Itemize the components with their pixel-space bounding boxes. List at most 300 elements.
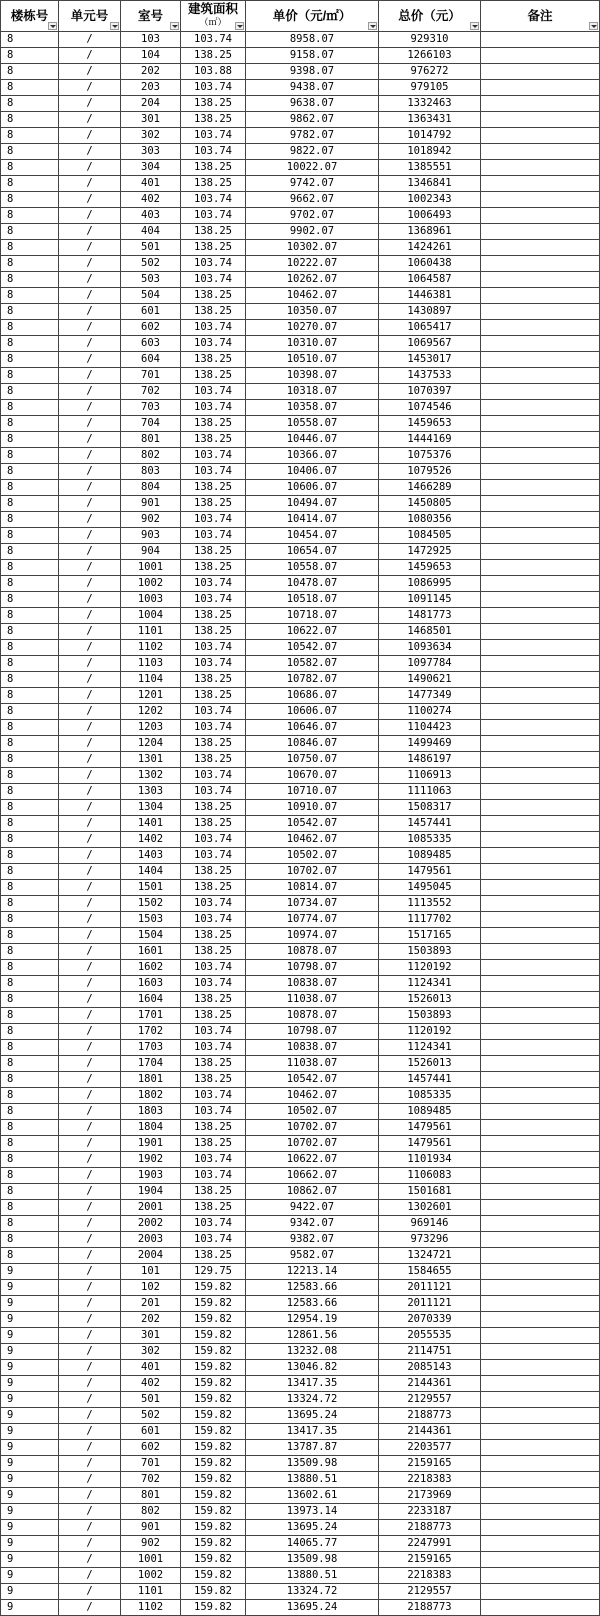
cell-total-price[interactable]: 2070339 (379, 1312, 481, 1328)
cell-unit[interactable]: / (59, 832, 121, 848)
cell-area[interactable]: 138.25 (181, 496, 246, 512)
cell-total-price[interactable]: 2188773 (379, 1600, 481, 1616)
cell-room[interactable]: 101 (121, 1264, 181, 1280)
cell-building[interactable]: 9 (1, 1456, 59, 1472)
cell-room[interactable]: 301 (121, 112, 181, 128)
cell-building[interactable]: 8 (1, 336, 59, 352)
cell-building[interactable]: 8 (1, 464, 59, 480)
cell-room[interactable]: 1703 (121, 1040, 181, 1056)
cell-unit-price[interactable]: 10518.07 (246, 592, 379, 608)
cell-unit[interactable]: / (59, 1440, 121, 1456)
cell-remark[interactable] (481, 1360, 600, 1376)
cell-area[interactable]: 138.25 (181, 160, 246, 176)
cell-total-price[interactable]: 2011121 (379, 1280, 481, 1296)
cell-total-price[interactable]: 976272 (379, 64, 481, 80)
cell-unit[interactable]: / (59, 1488, 121, 1504)
cell-room[interactable]: 1304 (121, 800, 181, 816)
cell-room[interactable]: 801 (121, 1488, 181, 1504)
cell-unit-price[interactable]: 14065.77 (246, 1536, 379, 1552)
filter-dropdown-icon[interactable] (589, 22, 598, 30)
cell-area[interactable]: 103.74 (181, 320, 246, 336)
cell-remark[interactable] (481, 1456, 600, 1472)
cell-unit[interactable]: / (59, 1312, 121, 1328)
cell-unit-price[interactable]: 10542.07 (246, 1072, 379, 1088)
cell-total-price[interactable]: 1070397 (379, 384, 481, 400)
cell-area[interactable]: 138.25 (181, 1248, 246, 1264)
cell-total-price[interactable]: 1466289 (379, 480, 481, 496)
cell-unit[interactable]: / (59, 464, 121, 480)
cell-total-price[interactable]: 1113552 (379, 896, 481, 912)
cell-room[interactable]: 201 (121, 1296, 181, 1312)
cell-total-price[interactable]: 1085335 (379, 1088, 481, 1104)
cell-building[interactable]: 8 (1, 960, 59, 976)
cell-unit-price[interactable]: 10622.07 (246, 624, 379, 640)
cell-total-price[interactable]: 2188773 (379, 1520, 481, 1536)
cell-unit[interactable]: / (59, 384, 121, 400)
cell-remark[interactable] (481, 1024, 600, 1040)
cell-remark[interactable] (481, 1152, 600, 1168)
cell-room[interactable]: 1303 (121, 784, 181, 800)
cell-room[interactable]: 701 (121, 1456, 181, 1472)
cell-building[interactable]: 8 (1, 880, 59, 896)
cell-unit[interactable]: / (59, 864, 121, 880)
cell-total-price[interactable]: 1085335 (379, 832, 481, 848)
cell-unit[interactable]: / (59, 704, 121, 720)
cell-remark[interactable] (481, 1408, 600, 1424)
cell-area[interactable]: 138.25 (181, 240, 246, 256)
cell-unit[interactable]: / (59, 176, 121, 192)
cell-area[interactable]: 103.74 (181, 1024, 246, 1040)
cell-room[interactable]: 1901 (121, 1136, 181, 1152)
cell-total-price[interactable]: 1453017 (379, 352, 481, 368)
cell-area[interactable]: 138.25 (181, 96, 246, 112)
cell-building[interactable]: 8 (1, 384, 59, 400)
cell-building[interactable]: 8 (1, 416, 59, 432)
cell-unit[interactable]: / (59, 240, 121, 256)
cell-building[interactable]: 8 (1, 1248, 59, 1264)
cell-unit[interactable]: / (59, 1152, 121, 1168)
cell-remark[interactable] (481, 624, 600, 640)
cell-room[interactable]: 1702 (121, 1024, 181, 1040)
cell-unit-price[interactable]: 8958.07 (246, 32, 379, 48)
cell-room[interactable]: 403 (121, 208, 181, 224)
cell-remark[interactable] (481, 352, 600, 368)
cell-area[interactable]: 159.82 (181, 1520, 246, 1536)
cell-area[interactable]: 138.25 (181, 736, 246, 752)
cell-remark[interactable] (481, 848, 600, 864)
cell-unit[interactable]: / (59, 1072, 121, 1088)
cell-area[interactable]: 159.82 (181, 1568, 246, 1584)
cell-total-price[interactable]: 1089485 (379, 1104, 481, 1120)
cell-area[interactable]: 103.74 (181, 192, 246, 208)
cell-area[interactable]: 103.74 (181, 784, 246, 800)
cell-unit-price[interactable]: 10462.07 (246, 288, 379, 304)
cell-unit-price[interactable]: 11038.07 (246, 992, 379, 1008)
cell-unit[interactable]: / (59, 1264, 121, 1280)
cell-unit[interactable]: / (59, 304, 121, 320)
cell-total-price[interactable]: 1584655 (379, 1264, 481, 1280)
cell-remark[interactable] (481, 928, 600, 944)
cell-total-price[interactable]: 1479561 (379, 864, 481, 880)
cell-building[interactable]: 9 (1, 1520, 59, 1536)
cell-remark[interactable] (481, 320, 600, 336)
cell-remark[interactable] (481, 1232, 600, 1248)
cell-unit-price[interactable]: 10582.07 (246, 656, 379, 672)
cell-area[interactable]: 138.25 (181, 480, 246, 496)
cell-remark[interactable] (481, 1552, 600, 1568)
cell-room[interactable]: 1501 (121, 880, 181, 896)
cell-remark[interactable] (481, 976, 600, 992)
filter-dropdown-icon[interactable] (470, 22, 479, 30)
cell-total-price[interactable]: 1101934 (379, 1152, 481, 1168)
cell-total-price[interactable]: 1430897 (379, 304, 481, 320)
cell-total-price[interactable]: 1459653 (379, 416, 481, 432)
cell-remark[interactable] (481, 880, 600, 896)
cell-total-price[interactable]: 1459653 (379, 560, 481, 576)
cell-unit[interactable]: / (59, 1344, 121, 1360)
cell-remark[interactable] (481, 960, 600, 976)
cell-area[interactable]: 159.82 (181, 1584, 246, 1600)
cell-area[interactable]: 159.82 (181, 1536, 246, 1552)
cell-total-price[interactable]: 2233187 (379, 1504, 481, 1520)
cell-unit-price[interactable]: 13417.35 (246, 1424, 379, 1440)
cell-room[interactable]: 1302 (121, 768, 181, 784)
cell-remark[interactable] (481, 704, 600, 720)
filter-dropdown-icon[interactable] (48, 22, 57, 30)
cell-area[interactable]: 138.25 (181, 48, 246, 64)
cell-room[interactable]: 1404 (121, 864, 181, 880)
cell-unit-price[interactable]: 10670.07 (246, 768, 379, 784)
cell-building[interactable]: 8 (1, 304, 59, 320)
cell-unit[interactable]: / (59, 560, 121, 576)
cell-unit[interactable]: / (59, 1536, 121, 1552)
cell-remark[interactable] (481, 864, 600, 880)
cell-unit[interactable]: / (59, 1360, 121, 1376)
cell-unit[interactable]: / (59, 960, 121, 976)
cell-room[interactable]: 902 (121, 1536, 181, 1552)
cell-unit-price[interactable]: 10358.07 (246, 400, 379, 416)
cell-building[interactable]: 8 (1, 1232, 59, 1248)
cell-room[interactable]: 1002 (121, 576, 181, 592)
cell-room[interactable]: 802 (121, 448, 181, 464)
cell-building[interactable]: 9 (1, 1472, 59, 1488)
cell-room[interactable]: 203 (121, 80, 181, 96)
cell-remark[interactable] (481, 1600, 600, 1616)
cell-area[interactable]: 103.88 (181, 64, 246, 80)
cell-area[interactable]: 103.74 (181, 704, 246, 720)
cell-unit-price[interactable]: 9582.07 (246, 1248, 379, 1264)
cell-room[interactable]: 401 (121, 176, 181, 192)
cell-remark[interactable] (481, 96, 600, 112)
cell-building[interactable]: 8 (1, 1040, 59, 1056)
cell-area[interactable]: 138.25 (181, 1056, 246, 1072)
cell-remark[interactable] (481, 640, 600, 656)
cell-unit[interactable]: / (59, 416, 121, 432)
cell-building[interactable]: 8 (1, 480, 59, 496)
cell-building[interactable]: 8 (1, 1008, 59, 1024)
cell-unit-price[interactable]: 13417.35 (246, 1376, 379, 1392)
cell-room[interactable]: 1602 (121, 960, 181, 976)
cell-total-price[interactable]: 1472925 (379, 544, 481, 560)
cell-building[interactable]: 8 (1, 704, 59, 720)
cell-building[interactable]: 8 (1, 352, 59, 368)
cell-building[interactable]: 8 (1, 592, 59, 608)
cell-unit-price[interactable]: 10750.07 (246, 752, 379, 768)
cell-building[interactable]: 8 (1, 1152, 59, 1168)
cell-building[interactable]: 9 (1, 1552, 59, 1568)
cell-unit-price[interactable]: 10462.07 (246, 1088, 379, 1104)
cell-total-price[interactable]: 1526013 (379, 1056, 481, 1072)
cell-unit-price[interactable]: 9422.07 (246, 1200, 379, 1216)
cell-room[interactable]: 1101 (121, 624, 181, 640)
cell-area[interactable]: 103.74 (181, 272, 246, 288)
cell-room[interactable]: 103 (121, 32, 181, 48)
cell-remark[interactable] (481, 1488, 600, 1504)
cell-unit[interactable]: / (59, 1120, 121, 1136)
cell-room[interactable]: 1704 (121, 1056, 181, 1072)
cell-unit[interactable]: / (59, 272, 121, 288)
cell-room[interactable]: 802 (121, 1504, 181, 1520)
cell-total-price[interactable]: 2055535 (379, 1328, 481, 1344)
cell-unit-price[interactable]: 10558.07 (246, 560, 379, 576)
cell-area[interactable]: 138.25 (181, 1200, 246, 1216)
cell-remark[interactable] (481, 1040, 600, 1056)
cell-room[interactable]: 504 (121, 288, 181, 304)
cell-unit[interactable]: / (59, 144, 121, 160)
cell-room[interactable]: 501 (121, 240, 181, 256)
cell-building[interactable]: 9 (1, 1440, 59, 1456)
cell-area[interactable]: 103.74 (181, 896, 246, 912)
cell-area[interactable]: 159.82 (181, 1456, 246, 1472)
cell-remark[interactable] (481, 1344, 600, 1360)
cell-total-price[interactable]: 1346841 (379, 176, 481, 192)
cell-unit-price[interactable]: 10702.07 (246, 1136, 379, 1152)
cell-unit-price[interactable]: 9398.07 (246, 64, 379, 80)
cell-building[interactable]: 8 (1, 512, 59, 528)
cell-total-price[interactable]: 1444169 (379, 432, 481, 448)
cell-unit-price[interactable]: 10798.07 (246, 960, 379, 976)
cell-total-price[interactable]: 1111063 (379, 784, 481, 800)
cell-unit[interactable]: / (59, 1504, 121, 1520)
cell-remark[interactable] (481, 896, 600, 912)
cell-area[interactable]: 103.74 (181, 512, 246, 528)
cell-building[interactable]: 8 (1, 736, 59, 752)
cell-total-price[interactable]: 1517165 (379, 928, 481, 944)
cell-unit[interactable]: / (59, 1104, 121, 1120)
cell-area[interactable]: 103.74 (181, 1216, 246, 1232)
cell-total-price[interactable]: 1002343 (379, 192, 481, 208)
cell-building[interactable]: 8 (1, 1216, 59, 1232)
cell-remark[interactable] (481, 1088, 600, 1104)
cell-unit-price[interactable]: 13324.72 (246, 1392, 379, 1408)
cell-remark[interactable] (481, 1184, 600, 1200)
cell-total-price[interactable]: 1120192 (379, 960, 481, 976)
cell-room[interactable]: 302 (121, 128, 181, 144)
cell-area[interactable]: 159.82 (181, 1328, 246, 1344)
cell-unit-price[interactable]: 11038.07 (246, 1056, 379, 1072)
cell-unit-price[interactable]: 9742.07 (246, 176, 379, 192)
cell-unit[interactable]: / (59, 656, 121, 672)
cell-unit-price[interactable]: 10654.07 (246, 544, 379, 560)
cell-room[interactable]: 301 (121, 1328, 181, 1344)
cell-unit-price[interactable]: 10414.07 (246, 512, 379, 528)
cell-building[interactable]: 8 (1, 256, 59, 272)
cell-total-price[interactable]: 1097784 (379, 656, 481, 672)
cell-remark[interactable] (481, 288, 600, 304)
cell-unit[interactable]: / (59, 592, 121, 608)
cell-building[interactable]: 9 (1, 1280, 59, 1296)
cell-unit[interactable]: / (59, 1568, 121, 1584)
cell-remark[interactable] (481, 240, 600, 256)
cell-unit-price[interactable]: 10878.07 (246, 1008, 379, 1024)
cell-area[interactable]: 103.74 (181, 640, 246, 656)
cell-area[interactable]: 103.74 (181, 448, 246, 464)
cell-area[interactable]: 103.74 (181, 832, 246, 848)
cell-building[interactable]: 8 (1, 1168, 59, 1184)
cell-room[interactable]: 903 (121, 528, 181, 544)
cell-area[interactable]: 138.25 (181, 672, 246, 688)
cell-unit-price[interactable]: 10718.07 (246, 608, 379, 624)
cell-room[interactable]: 1804 (121, 1120, 181, 1136)
cell-unit[interactable]: / (59, 896, 121, 912)
cell-unit-price[interactable]: 9822.07 (246, 144, 379, 160)
cell-unit-price[interactable]: 10774.07 (246, 912, 379, 928)
cell-building[interactable]: 8 (1, 1024, 59, 1040)
cell-unit[interactable]: / (59, 528, 121, 544)
cell-building[interactable]: 8 (1, 400, 59, 416)
cell-area[interactable]: 103.74 (181, 256, 246, 272)
cell-building[interactable]: 8 (1, 944, 59, 960)
cell-unit-price[interactable]: 10454.07 (246, 528, 379, 544)
cell-remark[interactable] (481, 1008, 600, 1024)
cell-room[interactable]: 901 (121, 1520, 181, 1536)
cell-building[interactable]: 8 (1, 784, 59, 800)
cell-remark[interactable] (481, 80, 600, 96)
cell-total-price[interactable]: 1481773 (379, 608, 481, 624)
cell-room[interactable]: 2002 (121, 1216, 181, 1232)
cell-remark[interactable] (481, 304, 600, 320)
cell-room[interactable]: 701 (121, 368, 181, 384)
cell-unit[interactable]: / (59, 1216, 121, 1232)
cell-unit-price[interactable]: 10270.07 (246, 320, 379, 336)
cell-area[interactable]: 159.82 (181, 1296, 246, 1312)
cell-room[interactable]: 1101 (121, 1584, 181, 1600)
cell-unit[interactable]: / (59, 1456, 121, 1472)
cell-room[interactable]: 1801 (121, 1072, 181, 1088)
cell-unit[interactable]: / (59, 1296, 121, 1312)
cell-total-price[interactable]: 2218383 (379, 1472, 481, 1488)
cell-unit-price[interactable]: 9662.07 (246, 192, 379, 208)
cell-area[interactable]: 103.74 (181, 1232, 246, 1248)
cell-total-price[interactable]: 1457441 (379, 816, 481, 832)
cell-area[interactable]: 103.74 (181, 976, 246, 992)
filter-dropdown-icon[interactable] (170, 22, 179, 30)
cell-total-price[interactable]: 2159165 (379, 1552, 481, 1568)
cell-area[interactable]: 103.74 (181, 912, 246, 928)
cell-unit[interactable]: / (59, 48, 121, 64)
cell-remark[interactable] (481, 128, 600, 144)
cell-remark[interactable] (481, 1072, 600, 1088)
cell-room[interactable]: 1102 (121, 1600, 181, 1616)
cell-unit-price[interactable]: 9342.07 (246, 1216, 379, 1232)
cell-unit[interactable]: / (59, 288, 121, 304)
cell-total-price[interactable]: 1124341 (379, 976, 481, 992)
cell-unit[interactable]: / (59, 432, 121, 448)
cell-total-price[interactable]: 1486197 (379, 752, 481, 768)
cell-total-price[interactable]: 1060438 (379, 256, 481, 272)
cell-area[interactable]: 138.25 (181, 864, 246, 880)
cell-total-price[interactable]: 1503893 (379, 1008, 481, 1024)
cell-building[interactable]: 8 (1, 624, 59, 640)
cell-remark[interactable] (481, 720, 600, 736)
cell-remark[interactable] (481, 448, 600, 464)
cell-area[interactable]: 103.74 (181, 80, 246, 96)
cell-unit-price[interactable]: 10262.07 (246, 272, 379, 288)
cell-unit[interactable]: / (59, 1408, 121, 1424)
cell-unit[interactable]: / (59, 768, 121, 784)
cell-area[interactable]: 103.74 (181, 576, 246, 592)
cell-remark[interactable] (481, 416, 600, 432)
cell-room[interactable]: 904 (121, 544, 181, 560)
cell-area[interactable]: 138.25 (181, 800, 246, 816)
cell-building[interactable]: 8 (1, 688, 59, 704)
cell-building[interactable]: 9 (1, 1360, 59, 1376)
cell-room[interactable]: 902 (121, 512, 181, 528)
cell-unit-price[interactable]: 10646.07 (246, 720, 379, 736)
cell-area[interactable]: 138.25 (181, 432, 246, 448)
cell-total-price[interactable]: 1106083 (379, 1168, 481, 1184)
cell-total-price[interactable]: 2144361 (379, 1424, 481, 1440)
cell-unit[interactable]: / (59, 1552, 121, 1568)
cell-room[interactable]: 603 (121, 336, 181, 352)
cell-total-price[interactable]: 1479561 (379, 1120, 481, 1136)
cell-total-price[interactable]: 1120192 (379, 1024, 481, 1040)
cell-room[interactable]: 204 (121, 96, 181, 112)
cell-unit[interactable]: / (59, 208, 121, 224)
cell-room[interactable]: 702 (121, 384, 181, 400)
cell-unit-price[interactable]: 9638.07 (246, 96, 379, 112)
cell-building[interactable]: 8 (1, 576, 59, 592)
cell-building[interactable]: 9 (1, 1488, 59, 1504)
cell-total-price[interactable]: 1479561 (379, 1136, 481, 1152)
cell-total-price[interactable]: 1468501 (379, 624, 481, 640)
cell-remark[interactable] (481, 512, 600, 528)
cell-unit-price[interactable]: 10910.07 (246, 800, 379, 816)
cell-total-price[interactable]: 1499469 (379, 736, 481, 752)
cell-remark[interactable] (481, 592, 600, 608)
cell-building[interactable]: 8 (1, 816, 59, 832)
cell-unit[interactable]: / (59, 192, 121, 208)
cell-room[interactable]: 1902 (121, 1152, 181, 1168)
cell-unit-price[interactable]: 10662.07 (246, 1168, 379, 1184)
cell-unit-price[interactable]: 10782.07 (246, 672, 379, 688)
cell-remark[interactable] (481, 784, 600, 800)
cell-remark[interactable] (481, 400, 600, 416)
cell-room[interactable]: 804 (121, 480, 181, 496)
cell-room[interactable]: 402 (121, 192, 181, 208)
cell-building[interactable]: 8 (1, 176, 59, 192)
cell-total-price[interactable]: 1457441 (379, 1072, 481, 1088)
cell-unit[interactable]: / (59, 576, 121, 592)
cell-total-price[interactable]: 1080356 (379, 512, 481, 528)
cell-unit-price[interactable]: 12213.14 (246, 1264, 379, 1280)
cell-room[interactable]: 1601 (121, 944, 181, 960)
cell-unit-price[interactable]: 10798.07 (246, 1024, 379, 1040)
cell-unit-price[interactable]: 10478.07 (246, 576, 379, 592)
cell-room[interactable]: 302 (121, 1344, 181, 1360)
cell-building[interactable]: 9 (1, 1328, 59, 1344)
cell-total-price[interactable]: 2159165 (379, 1456, 481, 1472)
